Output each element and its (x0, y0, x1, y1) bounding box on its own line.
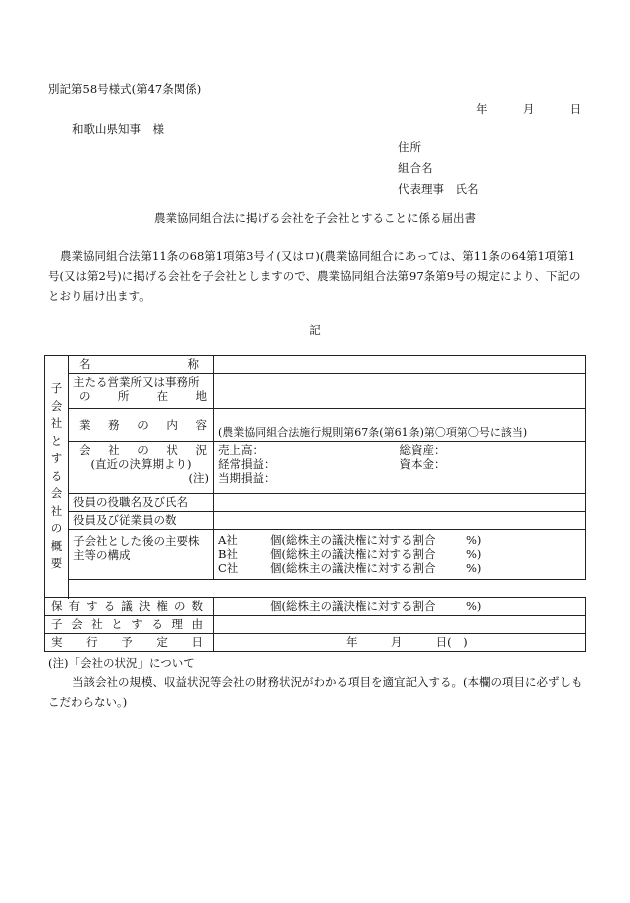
office-value[interactable] (214, 374, 586, 409)
sender-org: 組合名 (398, 161, 433, 175)
status-net: 当期損益： (218, 471, 276, 485)
note-title: (注)「会社の状況」について (48, 656, 195, 670)
business-value[interactable]: (農業協同組合法施行規則第67条(第61条)第〇項第〇号に該当) (214, 409, 586, 442)
name-value[interactable] (214, 356, 586, 374)
officers-value[interactable] (214, 494, 586, 512)
body-text: 農業協同組合法第11条の68第1項第3号イ(又はロ)(農業協同組合にあっては、第11条の64第1項第1号(又は第2号)に掲げる会社を子会社としますので、農業協同組合法第97条第9号の規定により、下記のとおり届け出ます。 (48, 249, 581, 303)
status-value[interactable] (214, 442, 586, 494)
document-title: 農業協同組合法に掲げる会社を子会社とすることに係る届出書 (154, 211, 476, 225)
sender-block (398, 137, 479, 200)
date-month: 月 (522, 102, 535, 116)
date-year: 年 (476, 102, 488, 116)
status-sales: 売上高： (218, 443, 264, 457)
office-label: 主たる営業所又は事務所 の 所 在 地 (69, 374, 214, 409)
notification-table (44, 355, 586, 652)
count-value[interactable] (214, 512, 586, 530)
form-label: 別記第58号様式(第47条関係) (48, 82, 202, 96)
schedule-value[interactable]: 年 月 日( ) (214, 634, 586, 652)
votes-value[interactable]: 個(総株主の議決権に対する割合 %) (214, 598, 586, 616)
note-body: 当該会社の規模、収益状況等会社の財務状況がわかる項目を適宜記入する。(本欄の項目に必ずしもこだわらない。) (48, 675, 583, 709)
reason-value[interactable] (214, 616, 586, 634)
shareholders-value[interactable]: A社 個(総株主の議決権に対する割合 %) B社 個(総株主の議決権に対する割合 %) C社 個(総株主の議決権に対する割合 %) (214, 530, 586, 580)
officers-label: 役員の役職名及び氏名 (69, 494, 214, 512)
date-row (476, 101, 581, 117)
sender-rep: 代表理事 氏名 (398, 182, 479, 196)
status-label: 会 社 の 状 況 (直近の決算期より) (注) (69, 442, 214, 494)
votes-label: 保 有 す る 議 決 権 の 数 (45, 598, 214, 616)
business-label: 業 務 の 内 容 (69, 409, 214, 442)
status-ordinary: 経常損益： (218, 457, 276, 471)
side-label: 子 会 社 と す る 会 社 の 概 要 (45, 356, 69, 598)
schedule-label: 実 行 予 定 日 (45, 634, 214, 652)
status-assets: 総資産： (399, 443, 446, 457)
count-label: 役員及び従業員の数 (69, 512, 214, 530)
sender-address: 住所 (398, 140, 421, 154)
ki-heading: 記 (309, 323, 321, 337)
addressee: 和歌山県知事 様 (72, 122, 164, 136)
reason-label: 子 会 社 と す る 理 由 (45, 616, 214, 634)
name-label: 名 称 (69, 356, 214, 374)
shareholders-label: 子会社とした後の主要株主等の構成 (69, 530, 214, 580)
status-capital: 資本金： (399, 457, 446, 471)
date-day: 日 (569, 102, 582, 116)
